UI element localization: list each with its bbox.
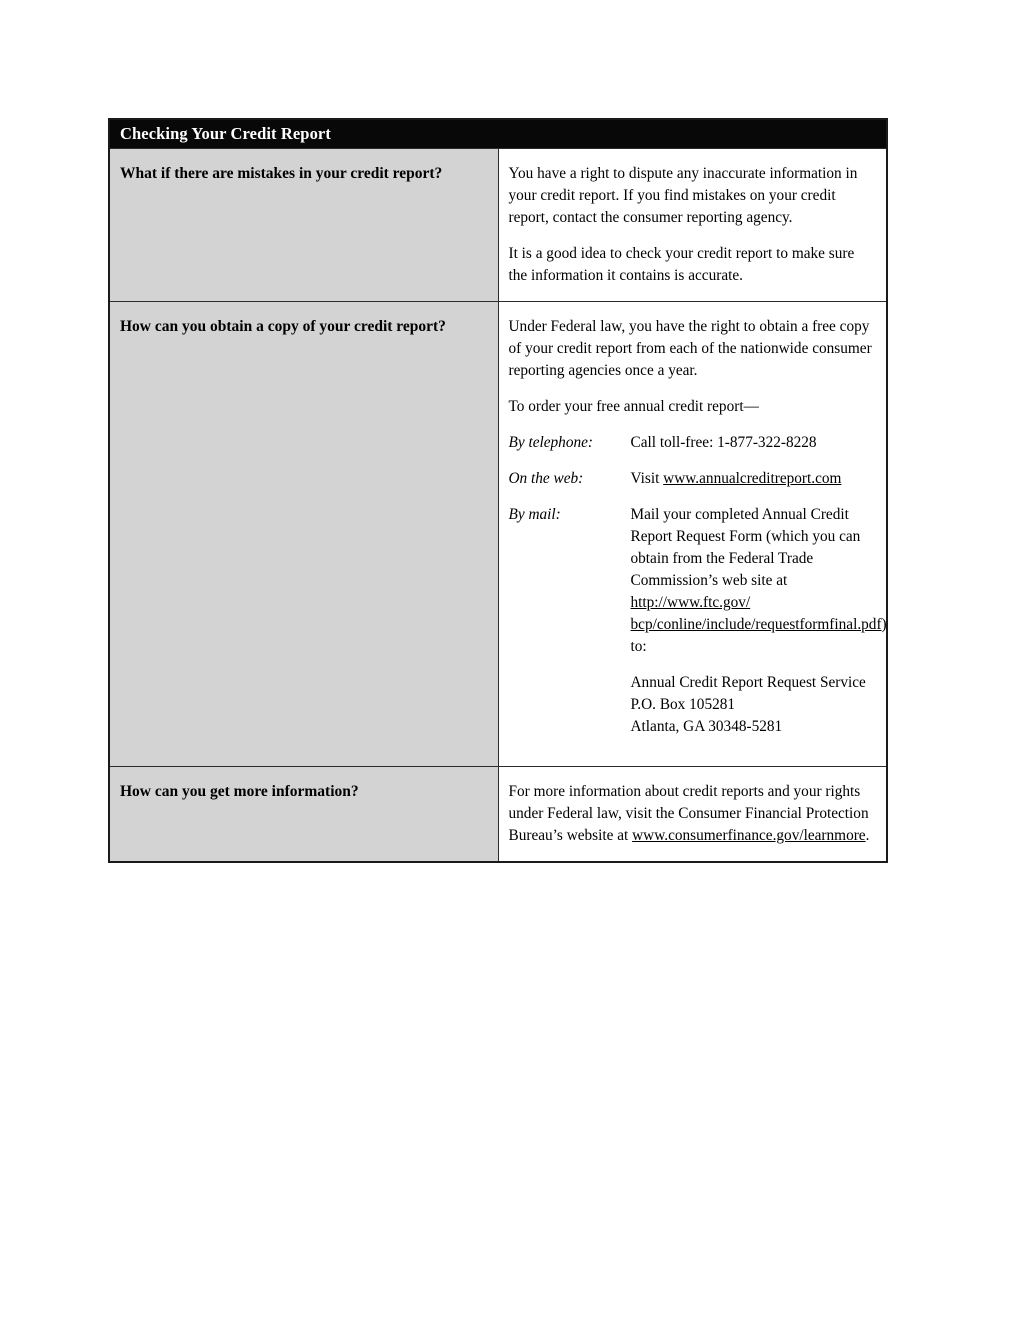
order-method-mail	[508, 504, 887, 738]
answer-text-after: .	[865, 827, 870, 845]
answer-text: For more information about credit reports and your rights under Federal law, visit the Consumer Financial Protection Bureau’s website at	[508, 783, 869, 845]
question-cell-mistakes: What if there are mistakes in your credit report?	[109, 148, 498, 301]
method-text-after: ) to:	[630, 616, 887, 656]
question-cell-more-information: How can you get more information?	[109, 767, 498, 863]
answer-cell-more-information	[498, 767, 887, 863]
consumerfinance-link[interactable]: www.consumerfinance.gov/learnmore	[632, 827, 866, 845]
address-line: Atlanta, GA 30348-5281	[630, 718, 783, 736]
method-value	[631, 468, 873, 490]
table-row	[109, 148, 887, 301]
method-label: On the web:	[508, 469, 584, 487]
answer-paragraph: You have a right to dispute any inaccurate information in your credit report. If you find mistakes on your credit report, contact the consumer reporting agency.	[508, 164, 858, 226]
answer-paragraph: It is a good idea to check your credit report to make sure the information it contains is accurate.	[508, 244, 855, 284]
order-method-telephone	[509, 432, 873, 454]
order-method-web	[509, 468, 873, 490]
credit-report-table	[108, 118, 888, 863]
table-row	[109, 767, 887, 863]
answer-paragraph	[509, 781, 873, 847]
mailing-address	[631, 672, 887, 738]
method-text: Call toll-free: 1-877-322-8228	[630, 433, 817, 451]
method-value	[631, 432, 873, 454]
address-line: P.O. Box 105281	[630, 696, 736, 714]
annualcreditreport-link[interactable]: www.annualcreditreport.com	[663, 469, 842, 487]
method-label: By mail:	[508, 505, 561, 523]
answer-paragraph: Under Federal law, you have the right to obtain a free copy of your credit report from each of the nationwide consumer reporting agencies once a year.	[508, 317, 872, 379]
table-banner-row	[109, 119, 887, 148]
answer-cell-mistakes	[498, 148, 887, 301]
method-value	[631, 504, 887, 738]
table-title-banner: Checking Your Credit Report	[109, 119, 887, 148]
ftc-request-form-link[interactable]: http://www.ftc.gov/ bcp/conline/include/requestformfinal.pdf	[630, 594, 882, 634]
method-text: Visit	[630, 469, 664, 487]
question-cell-obtain-copy: How can you obtain a copy of your credit report?	[109, 301, 498, 766]
method-label: By telephone:	[508, 433, 594, 451]
method-text: Mail your completed Annual Credit Report Request Form (which you can obtain from the Federal Trade Commission’s web site at	[630, 505, 861, 590]
table-row	[109, 301, 887, 766]
order-lead-text: To order your free annual credit report—	[508, 397, 759, 415]
address-line: Annual Credit Report Request Service	[630, 674, 866, 692]
answer-cell-obtain-copy	[498, 301, 887, 766]
